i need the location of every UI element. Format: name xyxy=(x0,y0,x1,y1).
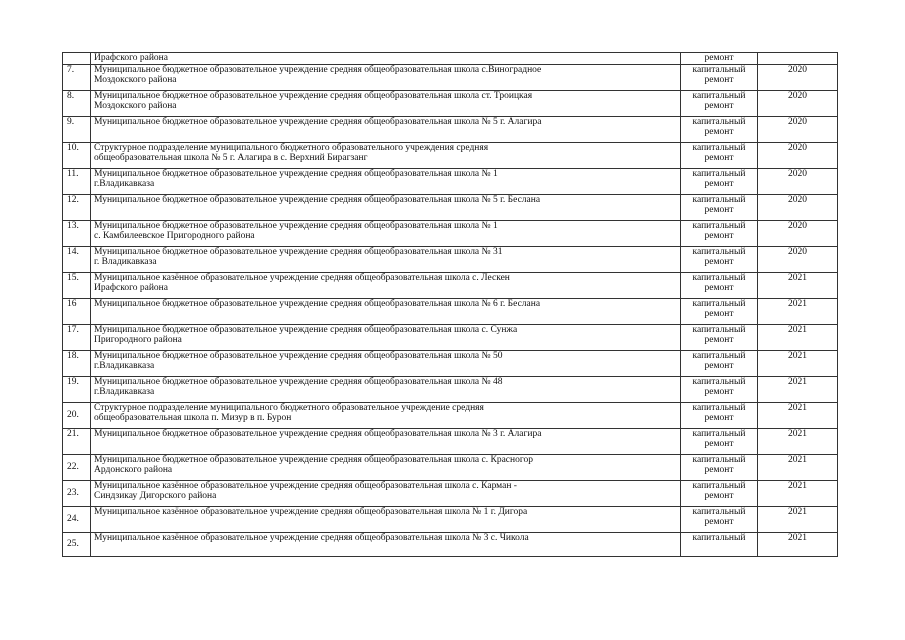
work-type xyxy=(681,298,758,324)
institution-name-line1: Муниципальное бюджетное образовательное учреждение средняя общеобразовательная школа № 31 xyxy=(94,246,503,257)
institution-name xyxy=(91,454,681,480)
institution-name-line2: г. Владикавказа xyxy=(94,257,157,267)
table-row xyxy=(63,480,838,506)
row-number: 21. xyxy=(63,428,91,454)
table-row xyxy=(63,116,838,142)
institution-name-line2: с. Камбилеевское Пригородного района xyxy=(94,231,255,241)
institution-name-line1: Муниципальное бюджетное образовательное учреждение средняя общеобразовательная школа № 1 xyxy=(94,220,498,231)
institution-name-line1: Муниципальное бюджетное образовательное учреждение средняя общеобразовательная школа № 5 г. Беслана xyxy=(94,194,541,205)
institution-name-line2: общеобразовательная школа № 5 г. Алагира в с. Верхний Бирагзанг xyxy=(94,153,368,163)
year: 2021 xyxy=(758,454,838,480)
institution-name xyxy=(91,350,681,376)
year: 2020 xyxy=(758,64,838,90)
work-type xyxy=(681,350,758,376)
work-type-line2: ремонт xyxy=(704,153,734,163)
work-type xyxy=(681,480,758,506)
row-number: 25. xyxy=(63,532,91,556)
table-row xyxy=(63,168,838,194)
work-type-line1: капитальный xyxy=(692,506,746,517)
work-type xyxy=(681,116,758,142)
year xyxy=(758,53,838,65)
work-type-line1: капитальный xyxy=(692,272,746,283)
row-number: 11. xyxy=(63,168,91,194)
work-type xyxy=(681,532,758,556)
work-type xyxy=(681,428,758,454)
institution-name xyxy=(91,402,681,428)
institution-name-line1: Ирафского района xyxy=(94,53,168,63)
year: 2021 xyxy=(758,428,838,454)
institution-name-line2: г.Владикавказа xyxy=(94,361,155,371)
work-type-line2: ремонт xyxy=(704,101,734,111)
row-number: 14. xyxy=(63,246,91,272)
work-type-line2: ремонт xyxy=(704,439,734,449)
row-number: 15. xyxy=(63,272,91,298)
institution-name xyxy=(91,324,681,350)
work-type-line2: ремонт xyxy=(704,205,734,215)
year: 2020 xyxy=(758,168,838,194)
institution-name xyxy=(91,116,681,142)
institution-name-line1: Муниципальное бюджетное образовательное учреждение средняя общеобразовательная школа № 48 xyxy=(94,376,503,387)
year: 2021 xyxy=(758,272,838,298)
institution-name-line1: Муниципальное казённое образовательное учреждение средняя общеобразовательная школа № 1 г. Дигора xyxy=(94,506,528,517)
work-type-line1: ремонт xyxy=(704,53,734,63)
row-number: 9. xyxy=(63,116,91,142)
work-type-line1: капитальный xyxy=(692,220,746,231)
institution-name xyxy=(91,246,681,272)
work-type-line1: капитальный xyxy=(692,402,746,413)
work-type-line2: ремонт xyxy=(704,361,734,371)
table-row xyxy=(63,376,838,402)
year: 2020 xyxy=(758,194,838,220)
institution-name-line2: г.Владикавказа xyxy=(94,179,155,189)
work-type-line2: ремонт xyxy=(704,413,734,423)
row-number: 13. xyxy=(63,220,91,246)
work-type-line2: ремонт xyxy=(704,75,734,85)
work-type xyxy=(681,506,758,532)
work-type-line2: ремонт xyxy=(704,283,734,293)
work-type-line2: ремонт xyxy=(704,231,734,241)
institution-name-line1: Муниципальное бюджетное образовательное учреждение средняя общеобразовательная школа № 5 г. Алагира xyxy=(94,116,542,127)
institution-name-line1: Муниципальное бюджетное образовательное учреждение средняя общеобразовательная школа № 50 xyxy=(94,350,503,361)
work-type-line1: капитальный xyxy=(692,298,746,309)
table-row xyxy=(63,53,838,65)
work-type-line2: ремонт xyxy=(704,179,734,189)
document-sheet xyxy=(62,52,838,557)
work-type-line1: капитальный xyxy=(692,90,746,101)
row-number: 10. xyxy=(63,142,91,168)
year: 2021 xyxy=(758,376,838,402)
work-type-line1: капитальный xyxy=(692,324,746,335)
row-number: 17. xyxy=(63,324,91,350)
table-row xyxy=(63,532,838,556)
work-type-line1: капитальный xyxy=(692,194,746,205)
work-type-line2: ремонт xyxy=(704,335,734,345)
work-type xyxy=(681,142,758,168)
institution-name-line1: Структурное подразделение муниципального бюджетного образовательного учреждения средняя xyxy=(94,142,489,153)
table-row xyxy=(63,142,838,168)
row-number: 12. xyxy=(63,194,91,220)
institution-name xyxy=(91,90,681,116)
year: 2021 xyxy=(758,298,838,324)
institution-name-line1: Муниципальное казённое образовательное учреждение средняя общеобразовательная школа № 3 с. Чикола xyxy=(94,532,529,543)
institution-name-line1: Муниципальное бюджетное образовательное учреждение средняя общеобразовательная школа с. Сунжа xyxy=(94,324,518,335)
institution-name-line1: Муниципальное бюджетное образовательное учреждение средняя общеобразовательная школа № 6 г. Беслана xyxy=(94,298,541,309)
institution-name-line1: Муниципальное казённое образовательное учреждение средняя общеобразовательная школа с. Карман - xyxy=(94,480,517,491)
institution-name-line2: Ирафского района xyxy=(94,283,168,293)
institution-name-line1: Муниципальное бюджетное образовательное учреждение средняя общеобразовательная школа с. Красногор xyxy=(94,454,534,465)
institution-name-line1: Муниципальное бюджетное образовательное учреждение средняя общеобразовательная школа ст. Троицкая xyxy=(94,90,533,101)
work-type xyxy=(681,272,758,298)
institution-name-line1: Муниципальное бюджетное образовательное учреждение средняя общеобразовательная школа с.Виноградное xyxy=(94,64,542,75)
work-type xyxy=(681,53,758,65)
year: 2021 xyxy=(758,480,838,506)
institution-name xyxy=(91,272,681,298)
work-type-line2: ремонт xyxy=(704,465,734,475)
table-body xyxy=(63,53,838,557)
institution-name-line2: Синдзикау Дигорского района xyxy=(94,491,217,501)
year: 2020 xyxy=(758,90,838,116)
table-row xyxy=(63,402,838,428)
institution-name xyxy=(91,220,681,246)
work-type-line1: капитальный xyxy=(692,376,746,387)
institution-name-line2: Ардонского района xyxy=(94,465,173,475)
work-type xyxy=(681,168,758,194)
year: 2021 xyxy=(758,350,838,376)
work-type xyxy=(681,64,758,90)
institution-name xyxy=(91,168,681,194)
institution-name-line2: Пригородного района xyxy=(94,335,182,345)
table-row xyxy=(63,428,838,454)
institution-name-line2: Моздокского района xyxy=(94,101,177,111)
table-row xyxy=(63,90,838,116)
work-type xyxy=(681,220,758,246)
work-type-line2: ремонт xyxy=(704,257,734,267)
table-row xyxy=(63,194,838,220)
work-type-line2: ремонт xyxy=(704,517,734,527)
work-type-line1: капитальный xyxy=(692,480,746,491)
institution-name xyxy=(91,532,681,556)
row-number: 8. xyxy=(63,90,91,116)
year: 2021 xyxy=(758,532,838,556)
work-type-line1: капитальный xyxy=(692,142,746,153)
institution-name-line2: г.Владикавказа xyxy=(94,387,155,397)
work-type-line1: капитальный xyxy=(692,350,746,361)
table-row xyxy=(63,246,838,272)
row-number: 19. xyxy=(63,376,91,402)
institution-name xyxy=(91,428,681,454)
work-type xyxy=(681,246,758,272)
year: 2021 xyxy=(758,402,838,428)
table-row xyxy=(63,506,838,532)
work-type-line1: капитальный xyxy=(692,168,746,179)
work-type-line1: капитальный xyxy=(692,246,746,257)
work-type xyxy=(681,194,758,220)
work-type xyxy=(681,376,758,402)
work-type-line1: капитальный xyxy=(692,532,746,543)
table-row xyxy=(63,454,838,480)
row-number: 22. xyxy=(63,454,91,480)
institution-name-line1: Муниципальное бюджетное образовательное учреждение средняя общеобразовательная школа № 1 xyxy=(94,168,498,179)
work-type-line2: ремонт xyxy=(704,491,734,501)
table-row xyxy=(63,298,838,324)
institution-name-line1: Структурное подразделение муниципального бюджетного образовательное учреждение средняя xyxy=(94,402,484,413)
year: 2020 xyxy=(758,116,838,142)
institution-name-line2: Моздокского района xyxy=(94,75,177,85)
institution-name xyxy=(91,376,681,402)
institution-name xyxy=(91,506,681,532)
institution-name-line1: Муниципальное казённое образовательное учреждение средняя общеобразовательная школа с. Лескен xyxy=(94,272,510,283)
row-number: 23. xyxy=(63,480,91,506)
work-type-line1: капитальный xyxy=(692,64,746,75)
year: 2021 xyxy=(758,506,838,532)
institution-name xyxy=(91,53,681,65)
row-number xyxy=(63,53,91,65)
row-number: 24. xyxy=(63,506,91,532)
institution-name xyxy=(91,480,681,506)
table-row xyxy=(63,272,838,298)
year: 2021 xyxy=(758,324,838,350)
year: 2020 xyxy=(758,246,838,272)
work-type xyxy=(681,402,758,428)
table-row xyxy=(63,64,838,90)
row-number: 20. xyxy=(63,402,91,428)
table-row xyxy=(63,350,838,376)
institution-name xyxy=(91,298,681,324)
work-type-line1: капитальный xyxy=(692,454,746,465)
row-number: 7. xyxy=(63,64,91,90)
row-number: 18. xyxy=(63,350,91,376)
work-type-line2: ремонт xyxy=(704,309,734,319)
institution-name xyxy=(91,64,681,90)
work-type-line2: ремонт xyxy=(704,127,734,137)
institution-name-line2: общеобразовательная школа п. Мизур в п. Бурон xyxy=(94,413,292,423)
renovation-schedule-table xyxy=(62,52,838,557)
year: 2020 xyxy=(758,142,838,168)
year: 2020 xyxy=(758,220,838,246)
institution-name-line1: Муниципальное бюджетное образовательное учреждение средняя общеобразовательная школа № 3 г. Алагира xyxy=(94,428,542,439)
work-type xyxy=(681,454,758,480)
work-type-line2: ремонт xyxy=(704,387,734,397)
institution-name xyxy=(91,194,681,220)
work-type xyxy=(681,324,758,350)
work-type-line1: капитальный xyxy=(692,116,746,127)
table-row xyxy=(63,324,838,350)
table-row xyxy=(63,220,838,246)
institution-name xyxy=(91,142,681,168)
work-type-line1: капитальный xyxy=(692,428,746,439)
work-type xyxy=(681,90,758,116)
row-number: 16 xyxy=(63,298,91,324)
